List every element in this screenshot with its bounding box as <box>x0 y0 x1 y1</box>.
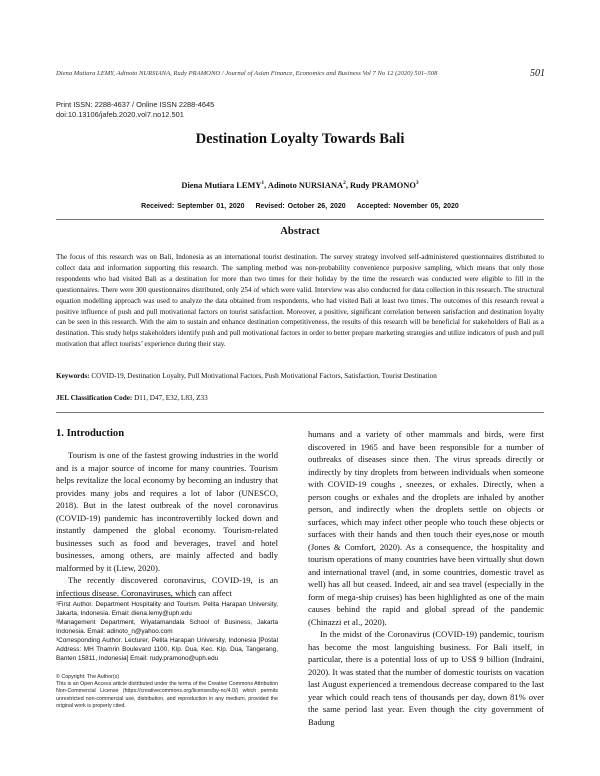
abstract-text: The focus of this research was on Bali, Indonesia as an international tourist destination. The survey strategy involved self-administered questionnaires distributed to collect data and information supporting this research. The sampling method was non-probability convenience purposive sampling, which means that only those respondents who had visited Bali as a destination for more than two times for their holiday by the time the research was conducted were eligible to fill in the questionnaires. There were 300 questionnaires distributed, only 254 of which were valid. Interview was also conducted for data collection in this research. The structural equation modelling approach was used to analyze the data obtained from respondents, who had visited Bali at least two times. The outcomes of this research reveal a positive influence of push and pull motivational factors on tourist satisfaction. Moreover, a positive, significant correlation between satisfaction and destination loyalty can be seen in this research. With the aim to sustain and enhance destination competitiveness, the results of this research will be beneficial for stakeholders of Bali as a destination. This study helps stakeholders identify push and pull motivational factors in order to better prepare marketing strategies and utilize indicators of push and pull motivation that affect tourists’ experience during their stay. <box>56 253 544 349</box>
jel-label: JEL Classification Code: <box>56 394 133 402</box>
issn-block <box>56 100 214 120</box>
abstract-heading: Abstract <box>280 226 320 237</box>
running-head: Diena Mutiara LEMY, Adinoto NURSIANA, Rudy PRAMONO / Journal of Asian Finance, Economics and Business Vol 7 No 12 (2020) 501–508 <box>56 70 438 77</box>
author-affiliation-mark: 1 <box>261 180 265 186</box>
footnote-divider <box>56 597 196 598</box>
author-name: Diena Mutiara LEMY <box>181 180 262 190</box>
copyright-line: © Copyright: The Author(s) <box>56 674 119 680</box>
author-list: Diena Mutiara LEMY$^1$, Adinoto NURSIANA$^2$, Rudy PRAMONO$^3$ <box>181 180 419 190</box>
left-column <box>56 449 278 599</box>
jel-codes: D11, D47, E32, L83, Z33 <box>134 394 208 402</box>
footnote: ²Management Department, Wiyatamandala School of Business, Jakarta Indonesia. Email: adinoto_n@yahoo.com <box>56 619 278 635</box>
article-dates <box>0 203 600 210</box>
body-paragraph: Tourism is one of the fastest growing industries in the world and is a major source of income for many countries. Tourism helps revitalize the local economy by becoming an industry that provides many jobs and requires a lot of labor (UNESCO, 2018). But in the latest outbreak of the novel coronavirus (COVID-19) pandemic has incontrovertibly locked down and instantly dampened the global economy. Tourism-related businesses such as food and beverages, travel and hotel businesses, among others, are mainly affected and badly malformed by it (Liew, 2020). <box>56 450 278 573</box>
body-paragraph: humans and a variety of other mammals and birds, were first discovered in 1965 and have been responsible for a number of outbreaks of diseases since then. The virus spreads directly or indirectly by tiny droplets from between individuals when someone with COVID-19 coughs , sneezes, or exhales. Directly, when a person coughs or exhales and the droplets are inhaled by another person, and indirectly when the droplets settle on objects or surfaces, which may infect other people who touch these objects or surfaces with their hands and then touch their eyes,nose or mouth (Jones & Comfort, 2020). As a consequence, the hospitality and tourism operations of many countries have been virtually shut down and international travel (and, in some countries, domestic travel as well) has all but ceased. Indeed, air and sea travel (especially in the form of mega-ship cruises) has been highlighted as one of the main causes behind the rapid and global spread of the pandemic (Chinazzi et al., 2020). <box>308 429 544 627</box>
license-text: This is an Open Access article distributed under the terms of the Creative Commons Attribution Non-Commercial License (https://creativecommons.org/licenses/by-nc/4.0/) which permits unrestricted non-commercial use, distribution, and reproduction in any medium, provided the original work is properly cited. <box>56 681 278 709</box>
author-name: Rudy PRAMONO <box>350 180 416 190</box>
doi-line: doi:10.13106/jafeb.2020.vol7.no12.501 <box>56 110 184 119</box>
author-name: Adinoto NURSIANA <box>267 180 344 190</box>
keywords-text: COVID-19, Destination Loyalty, Pull Motivational Factors, Push Motivational Factors, Satisfaction, Tourist Destination <box>91 372 437 380</box>
right-column <box>308 428 544 728</box>
footnotes <box>56 601 278 664</box>
body-paragraph: In the midst of the Coronavirus (COVID-19) pandemic, tourism has become the most languishing business. For Bali itself, in particular, there is a potential loss of up to US$ 9 billion (Indraini, 2020). It was stated that the number of domestic tourists on vacation last August experienced a tremendous decrease compared to the last year which could reach tens of thousands per day, down 81% over the same period last year. Even though the city government of Badung <box>308 629 544 727</box>
copyright-notice <box>56 674 278 710</box>
received-date: Received: September 01, 2020 <box>141 203 245 210</box>
section-heading: 1. Introduction <box>56 428 125 439</box>
divider <box>56 219 544 220</box>
article-title: Destination Loyalty Towards Bali <box>195 131 405 147</box>
keywords-line <box>56 371 544 381</box>
footnote: ¹First Author. Department Hospitality and Tourism. Pelita Harapan University, Jakarta, Indonesia. Email: diena.lemy@uph.edu <box>56 601 278 617</box>
accepted-date: Accepted: November 05, 2020 <box>356 203 459 210</box>
jel-line <box>56 393 544 403</box>
keywords-label: Keywords: <box>56 372 90 380</box>
body-paragraph: The recently discovered coronavirus, COVID-19, is an infectious disease. Coronaviruses, which can affect <box>56 575 278 598</box>
footnote: ³Corresponding Author. Lecturer, Pelita Harapan University, Indonesia [Postal Address: MH Thamrin Boulevard 1100, Klp. Dua, Kec. Klp. Dua, Tangerang, Banten 15811, Indonesia] Email: rudy.pramono@uph.edu <box>56 637 278 662</box>
page-number: 501 <box>530 68 545 79</box>
issn-line: Print ISSN: 2288-4637 / Online ISSN 2288-4645 <box>56 100 215 109</box>
author-affiliation-mark: 2 <box>343 180 346 186</box>
revised-date: Revised: October 26, 2020 <box>255 203 346 210</box>
author-affiliation-mark: 3 <box>415 180 419 186</box>
divider <box>56 412 544 413</box>
